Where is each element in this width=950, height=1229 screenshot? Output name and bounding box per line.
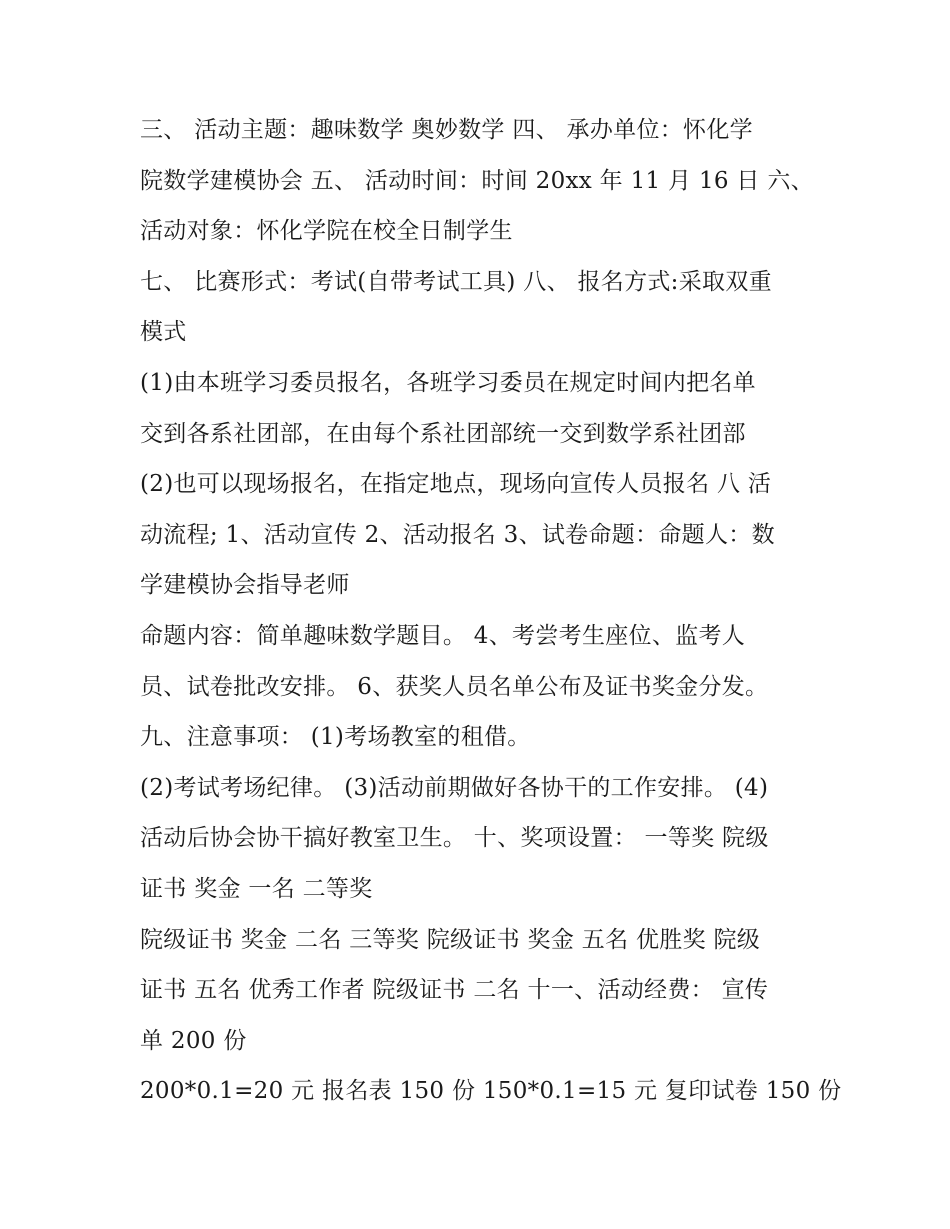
text-line: 模式	[140, 319, 187, 346]
document-body	[140, 105, 842, 1117]
text-line: 七、 比赛形式：考试(自带考试工具) 八、 报名方式:采取双重	[140, 268, 772, 295]
text-line: 200*0.1=20 元 报名表 150 份 150*0.1=15 元 复印试卷 150 份	[140, 1078, 842, 1105]
text-line: 证书 奖金 一名 二等奖	[140, 875, 373, 902]
text-line: 命题内容：简单趣味数学题目。 4、考尝考生座位、监考人	[140, 622, 746, 649]
text-line: 院数学建模协会 五、 活动时间：时间 20xx 年 11 月 16 日 六、	[140, 167, 814, 194]
text-line: (1)由本班学习委员报名，各班学习委员在规定时间内把名单	[140, 369, 756, 396]
text-line: 三、 活动主题：趣味数学 奥妙数学 四、 承办单位：怀化学	[140, 117, 753, 143]
text-line: 院级证书 奖金 二名 三等奖 院级证书 奖金 五名 优胜奖 院级	[140, 926, 761, 953]
text-line: 交到各系社团部，在由每个系社团部统一交到数学系社团部	[140, 420, 746, 447]
text-line: 活动后协会协干搞好教室卫生。 十、奖项设置： 一等奖 院级	[140, 825, 769, 852]
text-line: 证书 五名 优秀工作者 院级证书 二名 十一、活动经费： 宣传	[140, 977, 769, 1004]
text-line: 九、注意事项： (1)考场教室的租借。	[140, 724, 531, 751]
text-line: 学建模协会指导老师	[140, 572, 350, 599]
text-line: 单 200 份	[140, 1027, 247, 1054]
text-line: (2)考试考场纪律。 (3)活动前期做好各协干的工作安排。 (4)	[140, 774, 769, 801]
text-line: 员、试卷批改安排。 6、获奖人员名单公布及证书奖金分发。	[140, 673, 769, 700]
text-line: (2)也可以现场报名，在指定地点，现场向宣传人员报名 八 活	[140, 471, 772, 498]
text-line: 活动对象：怀化学院在校全日制学生	[140, 218, 513, 245]
text-line: 动流程; 1、活动宣传 2、活动报名 3、试卷命题：命题人：数	[140, 521, 775, 548]
